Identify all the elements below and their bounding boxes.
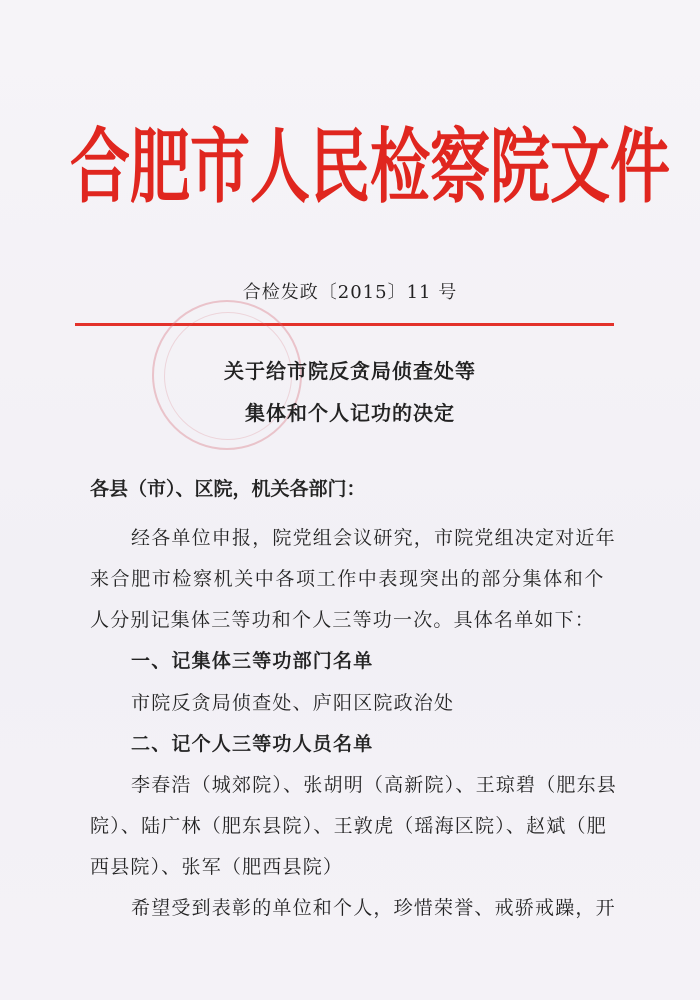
section-2-line-2: 院）、陆广林（肥东县院）、王敦虎（瑶海区院）、赵斌（肥 (90, 815, 607, 837)
document-number: 合检发政〔2015〕11 号 (242, 282, 458, 303)
section-1-heading: 一、记集体三等功部门名单 (131, 650, 374, 672)
document-title-line-1: 关于给市院反贪局侦查处等 (224, 359, 476, 383)
paragraph-1-line-3: 人分别记集体三等功和个人三等功一次。具体名单如下： (90, 609, 596, 631)
section-1-content: 市院反贪局侦查处、庐阳区院政治处 (131, 692, 455, 714)
paragraph-1-line-2: 来合肥市检察机关中各项工作中表现突出的部分集体和个 (90, 568, 606, 590)
document-title-line-2: 集体和个人记功的决定 (245, 401, 455, 425)
section-2-heading: 二、记个人三等功人员名单 (131, 733, 374, 755)
section-2-line-3: 西县院）、张军（肥西县院） (90, 856, 344, 878)
paragraph-1-line-1: 经各单位申报，院党组会议研究，市院党组决定对近年 (131, 527, 616, 549)
red-divider-line (75, 323, 614, 326)
section-2-line-1: 李春浩（城郊院）、张胡明（高新院）、王琼碧（肥东县 (131, 774, 618, 796)
salutation: 各县（市）、区院，机关各部门： (90, 478, 366, 500)
closing-paragraph-line-1: 希望受到表彰的单位和个人，珍惜荣誉、戒骄戒躁，开 (131, 897, 616, 919)
document-masthead: 合肥市人民检察院文件 (70, 120, 670, 216)
